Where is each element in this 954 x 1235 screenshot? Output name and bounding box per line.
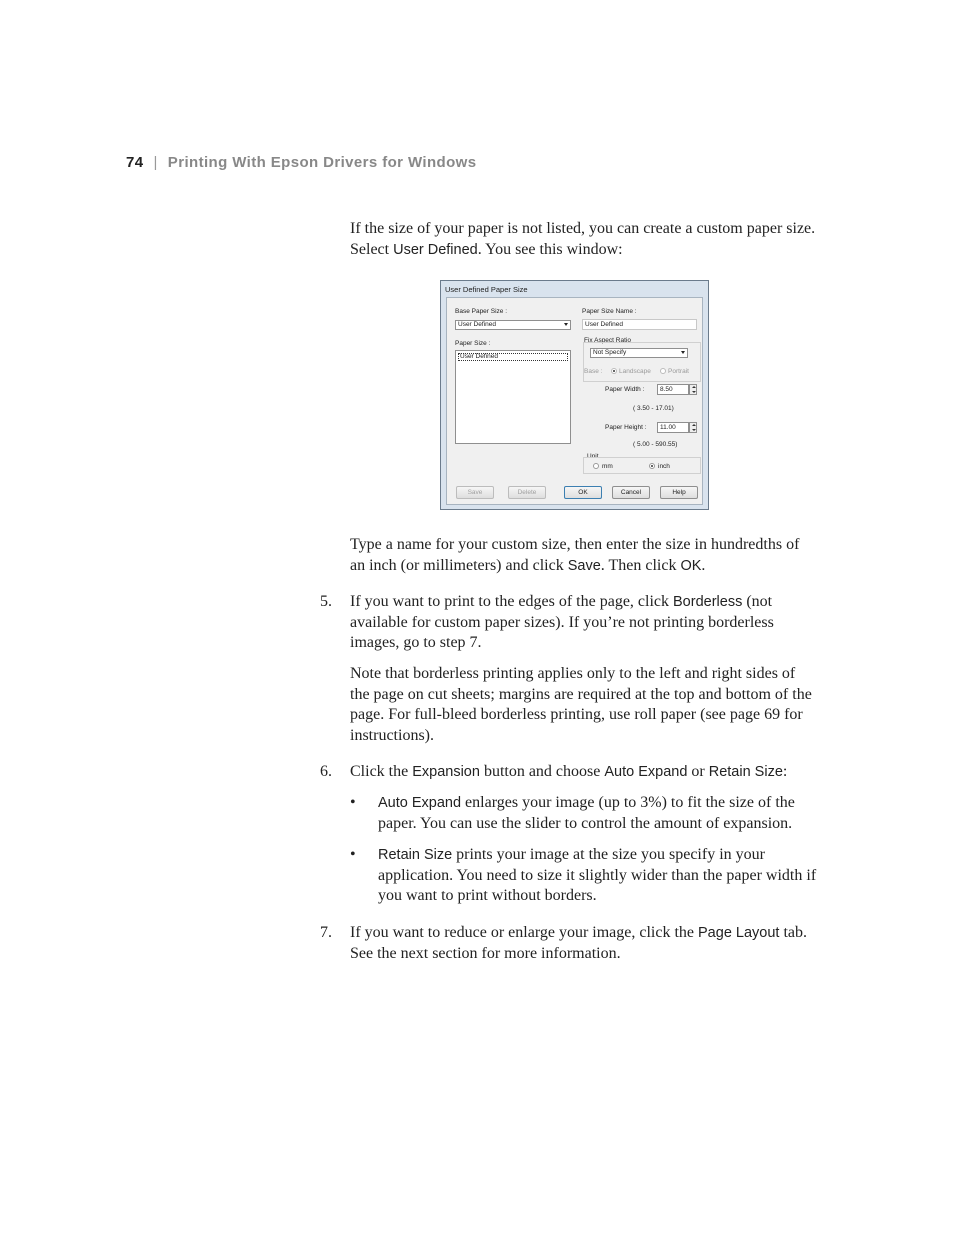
header-separator: | <box>153 154 158 171</box>
base-paper-size-value: User Defined <box>458 321 496 328</box>
bullet-2-line-1 <box>378 845 830 866</box>
bullet-2-line-2: application. You need to size it slightly wider than the paper width if <box>378 866 817 884</box>
paper-height-input[interactable]: 11.00 <box>657 422 689 433</box>
bullet-retain-size <box>378 845 830 907</box>
paper-size-list[interactable] <box>455 350 571 444</box>
base-paper-size-select[interactable] <box>455 320 571 330</box>
unit-mm-radio[interactable] <box>593 463 599 469</box>
save-button[interactable]: Save <box>456 486 494 499</box>
text-span: tab. <box>779 924 807 941</box>
paper-width-label: Paper Width : <box>605 386 645 393</box>
intro-line-2 <box>350 240 830 261</box>
text-span: . <box>701 556 706 574</box>
cancel-button[interactable]: Cancel <box>612 486 650 499</box>
ui-term-borderless: Borderless <box>673 594 743 610</box>
bullet-1-line-2: paper. You can use the slider to control the amount of expansion. <box>378 814 793 832</box>
unit-label: Unit <box>587 453 599 460</box>
step-5-paragraph <box>350 592 830 654</box>
note-line-3: page. For full-bleed borderless printing, use roll paper (see page 69 for <box>350 706 803 723</box>
help-button[interactable]: Help <box>660 486 698 499</box>
step-5-number: 5. <box>320 593 332 610</box>
delete-button[interactable]: Delete <box>508 486 546 499</box>
bullet-2-line-3: you want to print without borders. <box>378 887 597 904</box>
bullet-1-line-1 <box>378 793 830 814</box>
paper-width-input[interactable]: 8.50 <box>657 384 689 395</box>
text-span: . Then click <box>600 556 681 574</box>
step-5-line-1 <box>350 592 830 613</box>
portrait-radio[interactable] <box>660 368 666 374</box>
landscape-label: Landscape <box>619 368 651 375</box>
text-span: (not <box>742 593 773 610</box>
unit-inch-label: inch <box>658 463 670 470</box>
chevron-down-icon <box>564 323 568 326</box>
bullet-icon: • <box>350 794 356 811</box>
chapter-title: Printing With Epson Drivers for Windows <box>167 154 477 171</box>
step-5-line-2: available for custom paper sizes). If you’re not printing borderless <box>350 613 774 631</box>
ui-term-auto-expand: Auto Expand <box>604 764 688 780</box>
paper-width-range: ( 3.50 - 17.01) <box>633 405 674 412</box>
ui-term-user-defined: User Defined <box>393 241 478 258</box>
step-6-number: 6. <box>320 763 332 780</box>
paper-height-label: Paper Height : <box>605 424 647 431</box>
dialog-title: User Defined Paper Size <box>445 285 528 294</box>
base-paper-size-label: Base Paper Size : <box>455 308 508 315</box>
base-label: Base : <box>584 368 603 375</box>
after-line-2 <box>350 556 830 577</box>
step-7-line-2: See the next section for more information. <box>350 944 621 962</box>
text-span: an inch (or millimeters) and click <box>350 556 568 574</box>
paper-size-label: Paper Size : <box>455 340 491 347</box>
step-5-note <box>350 664 830 746</box>
text-span: If you want to reduce or enlarge your image, click the <box>350 924 699 941</box>
fix-aspect-ratio-value: Not Specify <box>593 349 627 356</box>
ui-term-retain-size: Retain Size <box>708 764 783 780</box>
ui-term-auto-expand: Auto Expand <box>378 795 462 811</box>
intro-line-1: If the size of your paper is not listed, you can create a custom paper size. <box>350 220 816 237</box>
text-span: prints your image at the size you specify in your <box>452 846 765 863</box>
bullet-auto-expand <box>378 793 830 834</box>
user-defined-paper-size-dialog <box>440 280 709 510</box>
intro-paragraph <box>350 219 830 260</box>
step-7-line-1 <box>350 923 830 944</box>
step-6-paragraph <box>350 762 830 783</box>
text-span: enlarges your image (up to 3%) to fit the size of the <box>461 794 795 811</box>
paper-size-name-input[interactable]: User Defined <box>582 319 697 330</box>
unit-group <box>583 457 701 474</box>
portrait-label: Portrait <box>668 368 689 375</box>
unit-inch-radio[interactable] <box>649 463 655 469</box>
text-span: Select <box>350 240 394 258</box>
list-item[interactable]: User Defined <box>458 353 568 361</box>
paper-height-range: ( 5.00 - 590.55) <box>633 441 678 448</box>
after-dialog-paragraph <box>350 535 830 576</box>
page-number: 74 <box>126 154 144 171</box>
running-header <box>126 154 476 171</box>
step-5-line-3: images, go to step 7. <box>350 634 482 651</box>
note-line-1: Note that borderless printing applies only to the left and right sides of <box>350 665 796 682</box>
ui-term-ok: OK <box>680 557 702 574</box>
text-span: : <box>782 763 788 780</box>
ok-button[interactable]: OK <box>564 486 602 499</box>
bullet-icon: • <box>350 846 356 863</box>
paper-height-spinner[interactable] <box>689 422 697 433</box>
ui-term-page-layout: Page Layout <box>698 925 780 941</box>
ui-term-expansion: Expansion <box>412 764 480 780</box>
paper-width-spinner[interactable] <box>689 384 697 395</box>
unit-mm-label: mm <box>602 463 613 470</box>
text-span: button and choose <box>479 763 605 780</box>
note-line-4: instructions). <box>350 726 434 744</box>
fix-aspect-ratio-label: Fix Aspect Ratio <box>584 337 631 344</box>
landscape-radio[interactable] <box>611 368 617 374</box>
after-line-1: Type a name for your custom size, then enter the size in hundredths of <box>350 536 800 553</box>
ui-term-retain-size: Retain Size <box>378 847 453 863</box>
fix-aspect-ratio-select[interactable] <box>590 348 688 358</box>
text-span: If you want to print to the edges of the page, click <box>350 593 674 610</box>
step-7-paragraph <box>350 923 830 964</box>
dialog-body <box>446 297 703 505</box>
chevron-down-icon <box>681 351 685 354</box>
text-span: Click the <box>350 763 413 780</box>
step-7-number: 7. <box>320 924 332 941</box>
paper-size-name-label: Paper Size Name : <box>582 308 637 315</box>
text-span: . You see this window: <box>477 240 623 258</box>
text-span: or <box>687 763 709 780</box>
ui-term-save: Save <box>567 557 601 574</box>
note-line-2: the page on cut sheets; margins are required at the top and bottom of the <box>350 685 812 703</box>
